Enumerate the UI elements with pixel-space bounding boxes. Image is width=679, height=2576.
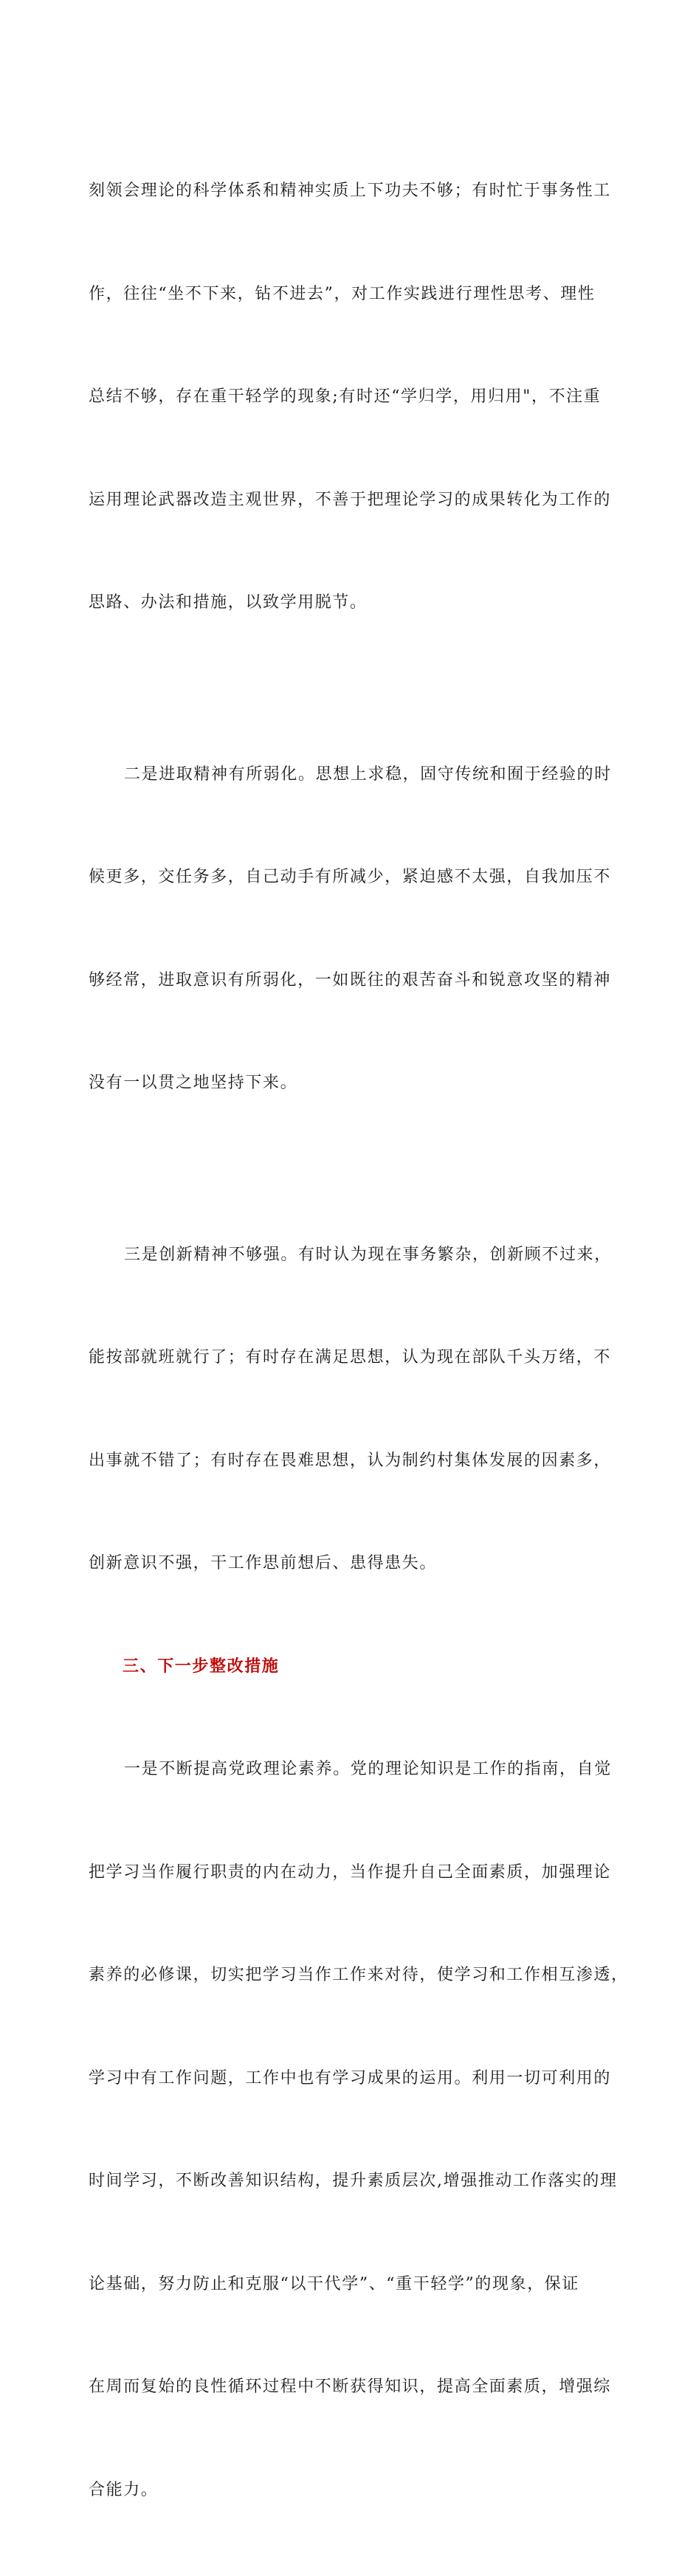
section-heading: 三、下一步整改措施 xyxy=(123,1657,280,1676)
text-line: 候更多，交任务多，自己动手有所减少，紧迫感不太强，自我加压不 xyxy=(89,868,612,886)
paragraph-innovation-spirit xyxy=(89,1170,611,1650)
text-line: 能按部就班就行了；有时存在满足思想，认为现在部队千头万绪，不 xyxy=(89,1348,612,1367)
text-line: 论基础，努力防止和克服“以干代学”、“重干轻学”的现象，保证 xyxy=(89,2274,579,2293)
text-line: 一是不断提高党政理论素养。党的理论知识是工作的指南，自觉 xyxy=(124,1760,612,1778)
text-line: 时间学习，不断改善知识结构，提升素质层次,增强推动工作落实的理 xyxy=(89,2172,618,2190)
text-line: 够经常，进取意识有所弱化，一如既往的艰苦奋斗和锐意攻坚的精神 xyxy=(89,970,612,990)
text-line: 没有一以贯之地坚持下来。 xyxy=(89,1074,298,1092)
text-line: 素养的必修课，切实把学习当作工作来对待，使学习和工作相互渗透， xyxy=(89,1966,629,1984)
text-line: 合能力。 xyxy=(89,2480,159,2499)
text-line: 作，往往“坐不下来，钻不进去”，对工作实践进行理性思考、理性 xyxy=(89,284,596,303)
text-line: 运用理论武器改造主观世界，不善于把理论学习的成果转化为工作的 xyxy=(89,490,612,509)
text-line: 创新意识不强，干工作思前想后、患得患失。 xyxy=(89,1554,438,1572)
text-line: 思路、办法和措施，以致学用脱节。 xyxy=(89,593,368,612)
text-line: 出事就不错了；有时存在畏难思想，认为制约村集体发展的因素多， xyxy=(89,1451,612,1470)
paragraph-theory-study xyxy=(89,106,611,689)
text-line: 在周而复始的良性循环过程中不断获得知识，提高全面素质，增强综 xyxy=(89,2378,612,2396)
text-line: 三是创新精神不够强。有时认为现在事务繁杂，创新顾不过来， xyxy=(124,1245,612,1264)
text-line: 二是进取精神有所弱化。思想上求稳，固守传统和囿于经验的时 xyxy=(124,764,612,784)
paragraph-enterprising-spirit xyxy=(89,689,611,1170)
text-line: 刻领会理论的科学体系和精神实质上下功夫不够；有时忙于事务性工 xyxy=(89,182,612,200)
text-line: 把学习当作履行职责的内在动力，当作提升自己全面素质，加强理论 xyxy=(89,1862,612,1882)
paragraph-improve-theory xyxy=(89,1684,629,2576)
text-line: 总结不够，存在重干轻学的现象;有时还“学归学，用归用"，不注重 xyxy=(89,387,602,406)
text-line: 学习中有工作问题，工作中也有学习成果的运用。利用一切可利用的 xyxy=(89,2068,612,2088)
